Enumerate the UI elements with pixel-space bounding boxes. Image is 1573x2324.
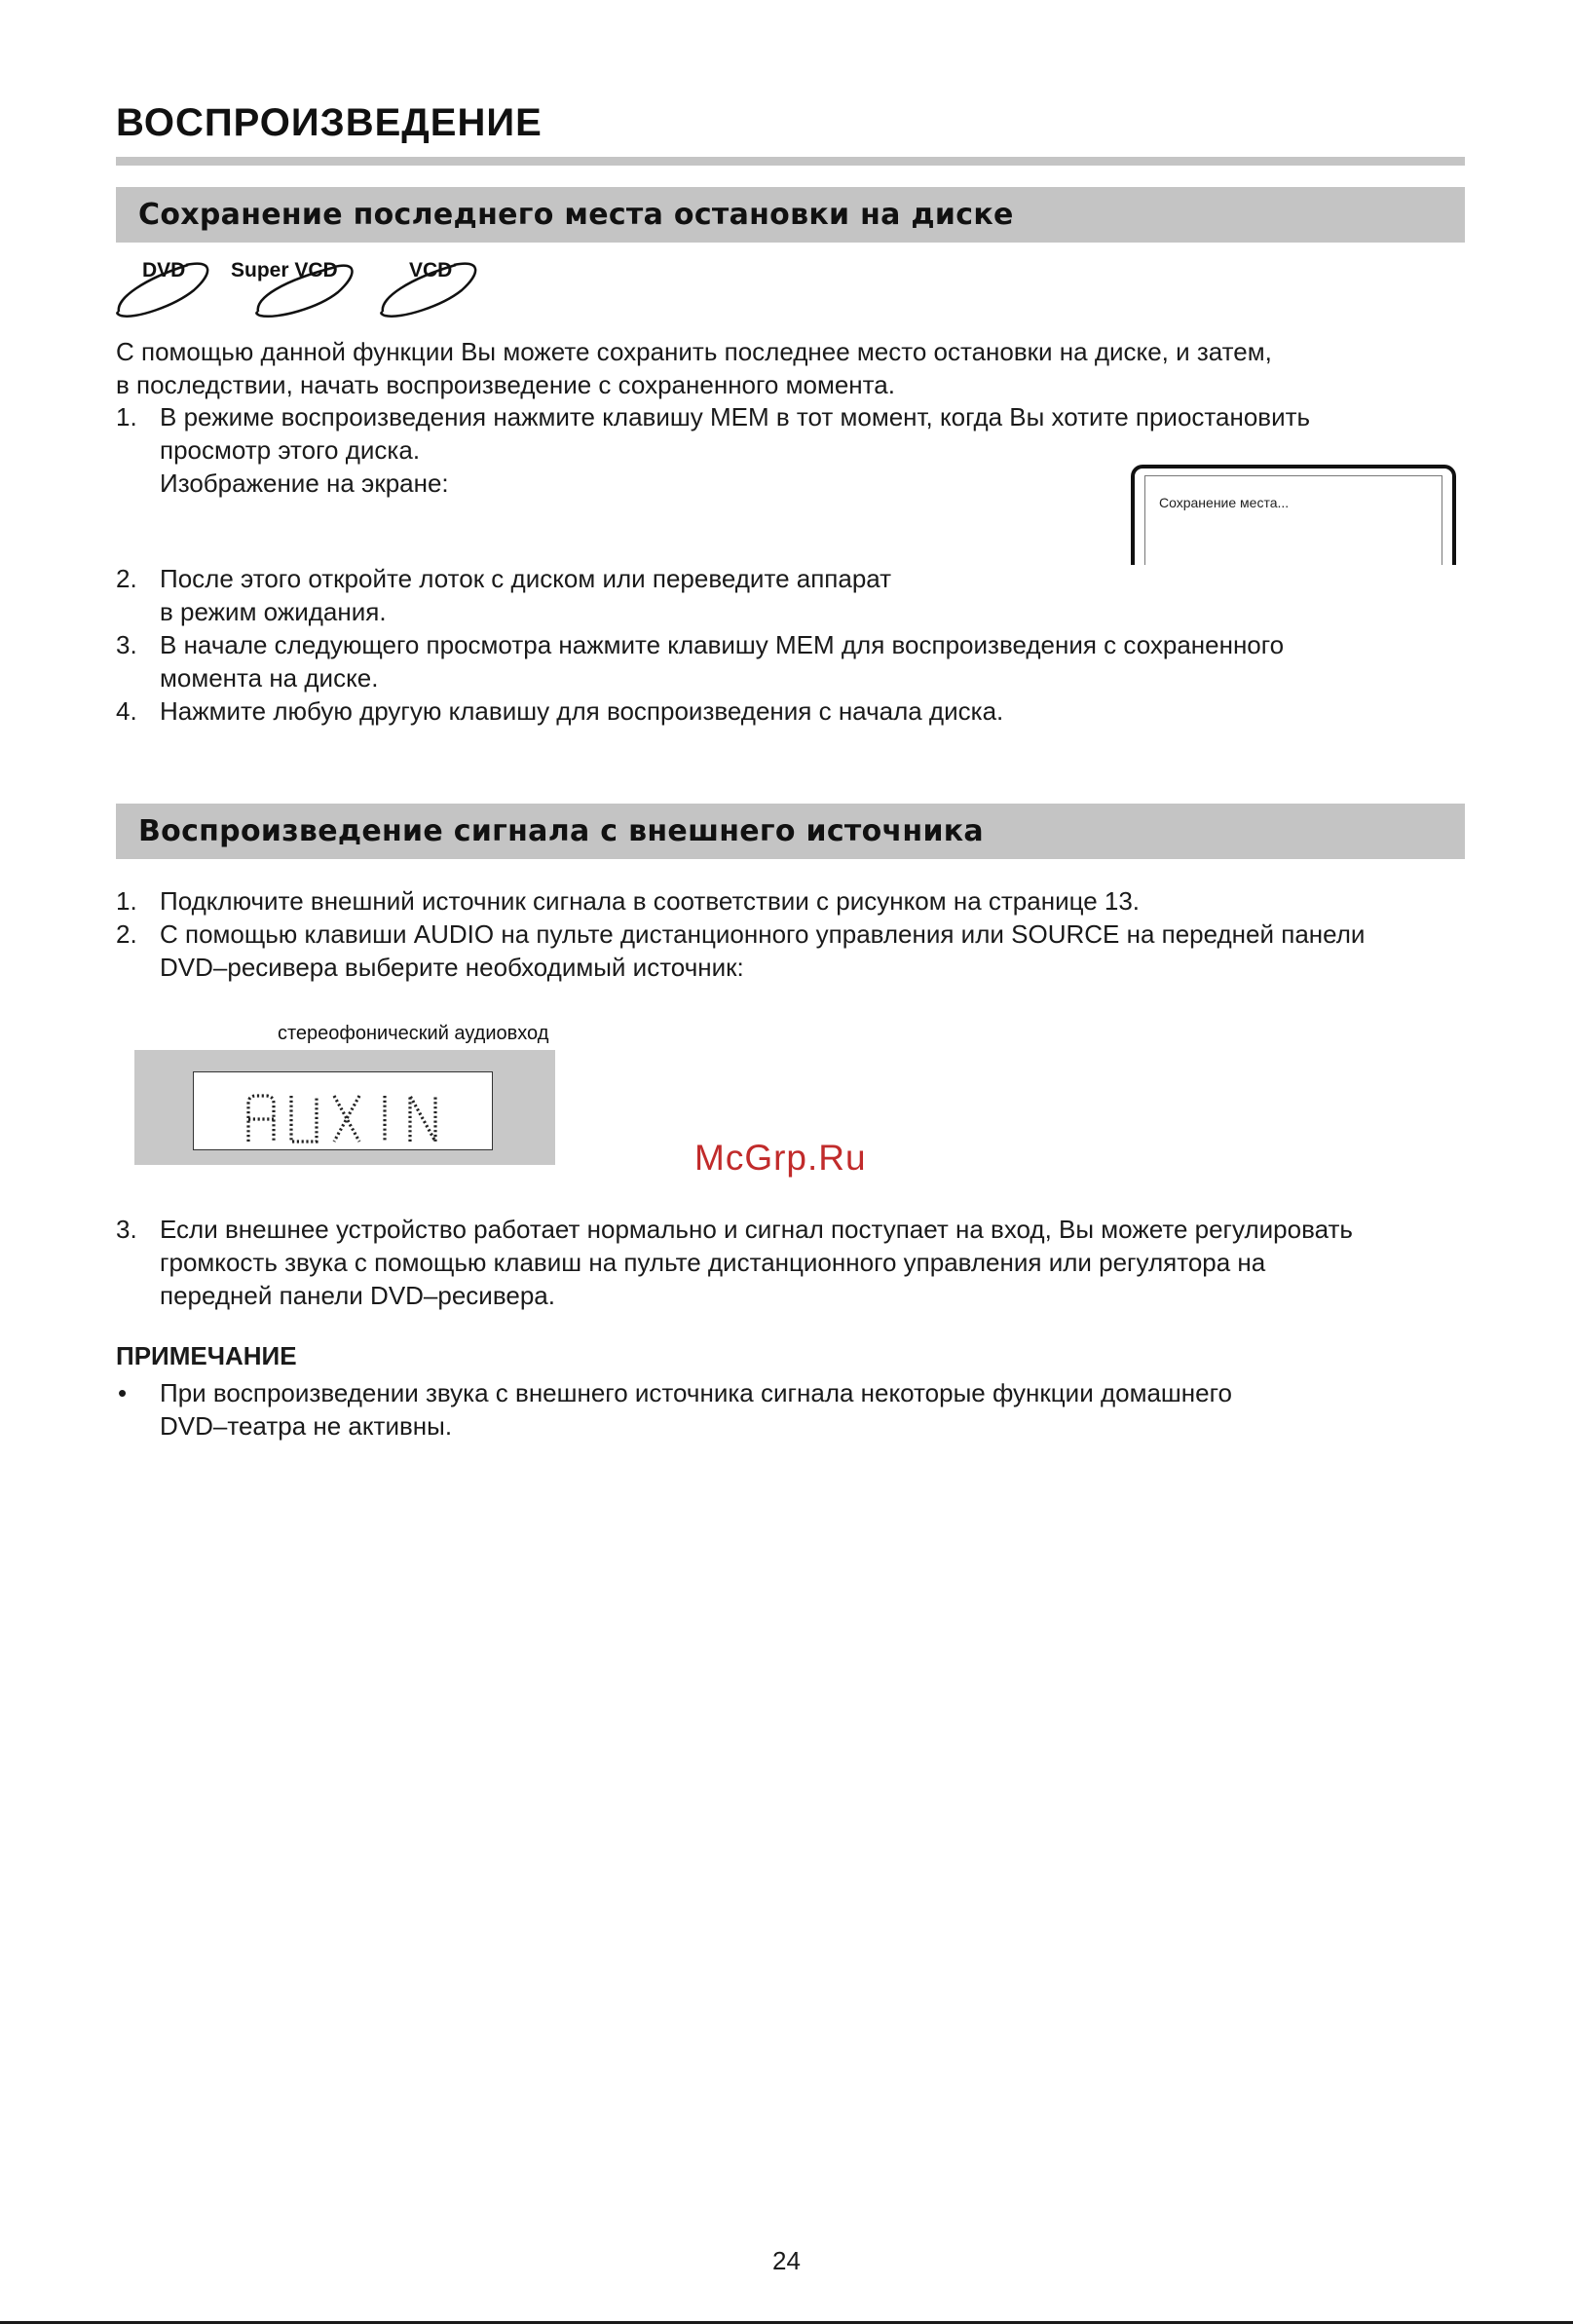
display-screen	[193, 1071, 493, 1150]
note-title: ПРИМЕЧАНИЕ	[116, 1341, 297, 1370]
on-screen-display-preview	[1131, 465, 1456, 565]
front-panel-display	[134, 1050, 555, 1165]
display-caption: стереофонический аудиовход	[278, 1023, 549, 1044]
watermark: McGrp.Ru	[694, 1138, 867, 1178]
page-title: ВОСПРОИЗВЕДЕНИЕ	[116, 101, 543, 144]
intro-line: С помощью данной функции Вы можете сохранить последнее место остановки на диске, и затем,	[116, 337, 1272, 366]
title-divider	[116, 157, 1465, 166]
disc-badge-dvd	[116, 255, 213, 321]
segment-display-text	[194, 1072, 491, 1148]
section-heading-resume: Сохранение последнего места остановки на диске	[116, 187, 1465, 243]
disc-badge-super-vcd	[229, 255, 360, 321]
disc-badge-label: Super VCD	[231, 259, 338, 281]
disc-badge-label: VCD	[409, 259, 453, 281]
disc-badge-vcd	[380, 255, 482, 321]
page-number: 24	[772, 2246, 801, 2275]
disc-badge-label: DVD	[142, 259, 186, 281]
intro-line: в последствии, начать воспроизведение с сохраненного момента.	[116, 370, 895, 399]
osd-message: Сохранение места...	[1159, 495, 1290, 510]
section-heading-external-source: Воспроизведение сигнала с внешнего источника	[116, 804, 1465, 859]
